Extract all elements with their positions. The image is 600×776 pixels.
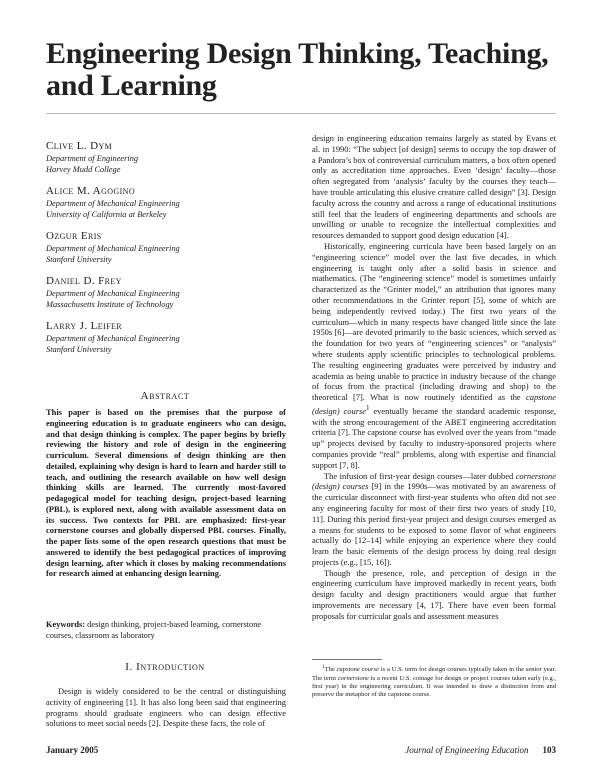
author-department: Department of Mechanical Engineering xyxy=(46,199,180,208)
footer-date: January 2005 xyxy=(46,745,99,755)
author-department: Department of Mechanical Engineering xyxy=(46,244,180,253)
author-institution: Massachusetts Institute of Technology xyxy=(46,300,174,309)
term-cornerstone: cornerstone (design) courses xyxy=(312,470,556,492)
author-name: Larry J. Leifer xyxy=(46,320,122,332)
author-name: Ozgur Eris xyxy=(46,230,102,242)
author-department: Department of Mechanical Engineering xyxy=(46,289,180,298)
footnote-number: 1 xyxy=(322,664,325,670)
author-block xyxy=(46,140,286,175)
footnote-marker: 1 xyxy=(366,403,370,412)
title-rule xyxy=(46,113,556,114)
page-number: 103 xyxy=(542,745,556,755)
author-institution: Stanford University xyxy=(46,345,112,354)
term-capstone: capstone (design) course xyxy=(312,392,556,416)
author-institution: Harvey Mudd College xyxy=(46,165,121,174)
author-department: Department of Mechanical Engineering xyxy=(46,334,180,343)
body-paragraph: design in engineering education remains largely as stated by Evans et al. in 1990: “The subject [of design] seems to occupy the top drawer of a Pandora’s box of controversial curriculum matters, a box often opened only as accreditation time approaches. Even ‘design’ faculty—those often segregated from ‘analysis’ faculty by the courses they teach—have trouble articulating this elusive creature called design” [3]. Design faculty across the country and across a range of educational institutions still feel that the leaders of engineering departments and schools are unwilling or unable to recognize the intellectual complexities and resources demanded to support good design education [4]. xyxy=(312,133,556,241)
author-list xyxy=(46,140,286,365)
keywords xyxy=(46,619,286,641)
footer-right xyxy=(405,745,556,755)
author-block xyxy=(46,320,286,355)
author-department: Department of Engineering xyxy=(46,154,139,163)
right-column-text xyxy=(312,133,556,622)
author-name: Clive L. Dym xyxy=(46,140,113,152)
keywords-label: Keywords: xyxy=(46,620,86,629)
author-name: Daniel D. Frey xyxy=(46,275,122,287)
footnote-text: is a U.S. term for design courses typically taken in the senior year. The term xyxy=(312,666,557,682)
author-block xyxy=(46,185,286,220)
footnote-rule xyxy=(312,659,382,660)
paper-title: Engineering Design Thinking, Teaching, and Learning xyxy=(46,37,549,102)
keywords-text: design thinking, project-based learning, cornerstone courses, classroom as laboratory xyxy=(46,620,262,640)
author-institution: University of California at Berkeley xyxy=(46,210,167,219)
author-block xyxy=(46,230,286,265)
body-text: Historically, engineering curricula have been based largely on an “engineering science” model over the last five decades, in which engineering is taught only after a solid basis in science and mathematics. (The “engineering science” model is sometimes unfairly characterized as the “Grinter model,” an attribution that ignores many other recommendations in the Grinter report [5], some of which are being independently revived today.) The first two years of the curriculum—which in many respects have changed little since the late 1950s [6]—are devoted primarily to the basic sciences, which served as the foundation for two years of “engineering sciences” or “analysis” where students apply scientific principles to technological problems. The resulting engineering graduates were perceived by industry and academia as being unable to practice in industry because of the change of focus from the practical (including drawing and shop) to the theoretical [7]. What is now routinely identified as the xyxy=(312,240,556,403)
body-text: The infusion of first-year design courses—later dubbed xyxy=(324,470,516,481)
footnote xyxy=(312,663,556,700)
author-name: Alice M. Agogino xyxy=(46,185,136,197)
introduction-paragraph: Design is widely considered to be the central or distinguishing activity of engineering [1]. It has also long been said that engineering programs should graduate engineers who can design effective solutions to meet social needs [2]. Despite these facts, the role of xyxy=(46,686,286,729)
abstract-text: This paper is based on the premises that the purpose of engineering education is to graduate engineers who can design, and that design thinking is complex. The paper begins by briefly reviewing the history and role of design in the engineering curriculum. Several dimensions of design thinking are then detailed, explaining why design is hard to learn and harder still to teach, and outlining the research available on how well design thinking skills are learned. The currently most-favored pedagogical model for teaching design, project-based learning (PBL), is explored next, along with available assessment data on its success. Two contexts for PBL are emphasized: first-year cornerstone courses and globally dispersed PBL courses. Finally, the paper lists some of the open research questions that must be answered to identify the best pedagogical practices of improving design learning, after which it closes by making recommendations for research aimed at enhancing design learning. xyxy=(46,407,286,579)
body-paragraph xyxy=(312,471,556,568)
author-institution: Stanford University xyxy=(46,255,112,264)
body-paragraph: Though the presence, role, and perception of design in the engineering curriculum have improved markedly in recent years, both design faculty and design practitioners would argue that further improvements are necessary [4, 17]. There have even been formal proposals for curricular goals and assessment measures xyxy=(312,567,556,621)
introduction-heading: I. Introduction xyxy=(125,661,205,673)
body-paragraph xyxy=(312,241,556,471)
footnote-term: capstone course xyxy=(336,666,379,674)
abstract-heading: Abstract xyxy=(140,390,190,402)
body-text: [9] in the 1990s—was motivated by an awareness of the curricular disconnect with first-year students who often did not see any engineering faculty for most of their first two years of study [10, 11]. During this period first-year project and design courses emerged as a means for students to be exposed to some flavor of what engineers actually do [12–14] while enjoying an experience where they could learn the basic elements of the design process by doing real design projects (e.g., [15, 16]). xyxy=(312,481,556,567)
footnote-text: The xyxy=(324,666,337,674)
body-text: eventually became the standard academic response, with the strong encouragement of the ABET engineering accreditation criteria [7]. The capstone course has evolved over the years from “made up” projects devised by faculty to industry-sponsored projects where companies provide “real” problems, along with expertise and financial support [7, 8]. xyxy=(312,405,556,470)
footnote-text: is a recent U.S. coinage for design or project courses taken early (e.g., first year) in the engineering curriculum. It was intended to draw a distinction from and preserve the metaphor of the capstone course. xyxy=(312,674,556,699)
footer-journal: Journal of Engineering Education xyxy=(405,745,529,755)
author-block xyxy=(46,275,286,310)
footnote-term: cornerstone xyxy=(337,674,369,682)
